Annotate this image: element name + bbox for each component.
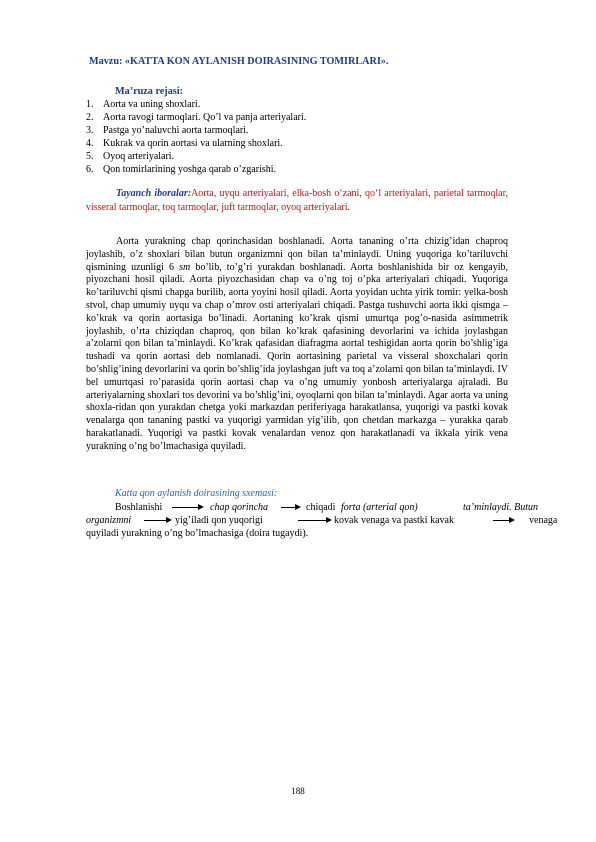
body-text-part1: Aorta yurakning chap qorinchasidan boshlanadi. Aorta tananing o’rta chizig’idan chaproq joylashib, o’z shoxlari bilan butun organizmni qon bilan ta’minlaydi. Uning yuqoriga ko’tariluvchi qismining uzunligi 6 [86,236,508,273]
keywords-paragraph [86,187,508,214]
plan-item-text: Oyoq arteriyalari. [103,151,175,163]
scheme-word: venaga [529,515,558,526]
plan-item [86,98,306,111]
plan-item-number: 2. [86,112,94,124]
plan-item-text: Pastga yo’naluvchi aorta tarmoqlari. [103,125,249,137]
body-unit: sm [179,261,191,273]
scheme-word: Boshlanishi [115,502,163,513]
arrow-right-icon [281,504,301,510]
scheme-word: chiqadi [306,502,336,513]
plan-item-number: 6. [86,164,94,176]
scheme-heading: Katta qon aylanish doirasining sxemasi: [115,488,278,499]
page-number: 188 [291,786,305,796]
scheme-row-2 [86,514,558,527]
arrow-right-icon [172,504,204,510]
scheme-word: ta’minlaydi. Butun [463,502,538,513]
plan-item-number: 5. [86,151,94,163]
plan-item [86,137,306,150]
plan-item-text: Kukrak va qorin aortasi va ularning shoxlari. [103,138,283,150]
scheme-word: organizmni [86,515,132,526]
plan-item-number: 1. [86,99,94,110]
plan-item-number: 4. [86,138,94,150]
scheme-word: quyiladi yurakning o’ng bo’lmachasiga (doira tugaydi). [86,528,309,539]
plan-heading: Ma’ruza rejasi: [115,86,183,97]
scheme-word: chap qorincha [210,502,269,513]
keywords-text: Aorta, uyqu arteriyalari, elka-bosh o‘zani, qo‘l arteriyalari, parietal tarmoqlar, visseral tarmoqlar, toq tarmoqlar, juft tarmoqlar, oyoq arteriyalari. [86,188,508,213]
body-paragraph [86,236,508,454]
keywords-label: Tayanch iboralar: [116,188,192,199]
body-text-part2: bo’lib, to’g’ri yurakdan boshlanadi. Aorta boshlanishida bir oz kengayib, piyozchani hosil qiladi. Aorta piyozchasidan chap va o’ng toj o’pka arteriyalari chiqadi. Yuqoriga ko’tariluvchi qismi chapga burilib, aorta yoyini hosil qiladi. Aorta yoyidan uchta yirik tomir: yelka-bosh stvol, chap umumiy uyqu va chap o’mrov osti arteriyalari chiqadi. Pastga tushuvchi aorta ikki qismga – ko’krak va qorin aortasiga bo’linadi. Aortaning ko’krak qismi umurtqa pog’o-nasida asimmetrik joylashib, o’rta chiziqdan chaproq, qon bilan ko’krak qafasining devorlarini va ichida joylashgan a’zolarni qon bilan ta’minlaydi. Ko’krak qafasidan diafragma aortal teshigidan aorta qorin bo’shlig’iga tushadi va qorin aortasi deb nomlanadi. Qorin aortasining parietal va visseral shoxchalari qorin bo’shlig’ining devorlarini va qorin bo’shlig’ida joylashgan juft va toq a’zolarni qon bilan ta’minlaydi. IV bel umurtqasi ro’parasida qorin aortasi chap va o’ng umumiy yonbosh arteriyalarga ajraladi. Bu arteriyalarning shoxlari tos devorini va bo’shlig’ini, oyoqlarni qon bilan ta’minlaydi. Agar aorta va uning shoxla-ridan qon yurakdan chetga yoki markazdan periferiyaga harakatlansa, yuqorigi va pastki kovak venalarga qon tananing pastki va yuqorigi yarmidan yig’ilib, qon chetdan markazga – yurakka qarab harakatlanadi. Yuqorigi va pastki kovak venalardan venoz qon harakatlanadi va ikkala yirik vena yurakning o’ng bo’lmachasiga quyiladi. [86,261,509,452]
scheme-word: forta (arterial qon) [341,502,418,513]
plan-item-text: Aorta va uning shoxlari. [103,99,201,110]
arrow-right-icon [144,517,172,523]
plan-list [86,98,306,177]
plan-item-text: Qon tomirlarining yoshga qarab o’zgarishi. [103,164,277,176]
plan-item [86,150,306,163]
plan-item [86,124,306,137]
plan-item-number: 3. [86,125,94,137]
arrow-right-icon [493,517,515,523]
scheme-word: yig’iladi qon yuqorigi [175,515,263,526]
plan-item [86,163,306,176]
circulation-scheme [86,501,558,540]
arrow-right-icon [298,517,332,523]
scheme-row-1 [86,501,538,514]
lecture-title: Mavzu: «KATTA KON AYLANISH DOIRASINING TOMIRLARI». [89,56,389,67]
plan-item [86,111,306,124]
scheme-word: kovak venaga va pastki kavak [334,515,454,526]
scheme-row-3 [86,527,508,540]
plan-item-text: Aorta ravogi tarmoqlari. Qo’l va panja arteriyalari. [103,112,307,124]
